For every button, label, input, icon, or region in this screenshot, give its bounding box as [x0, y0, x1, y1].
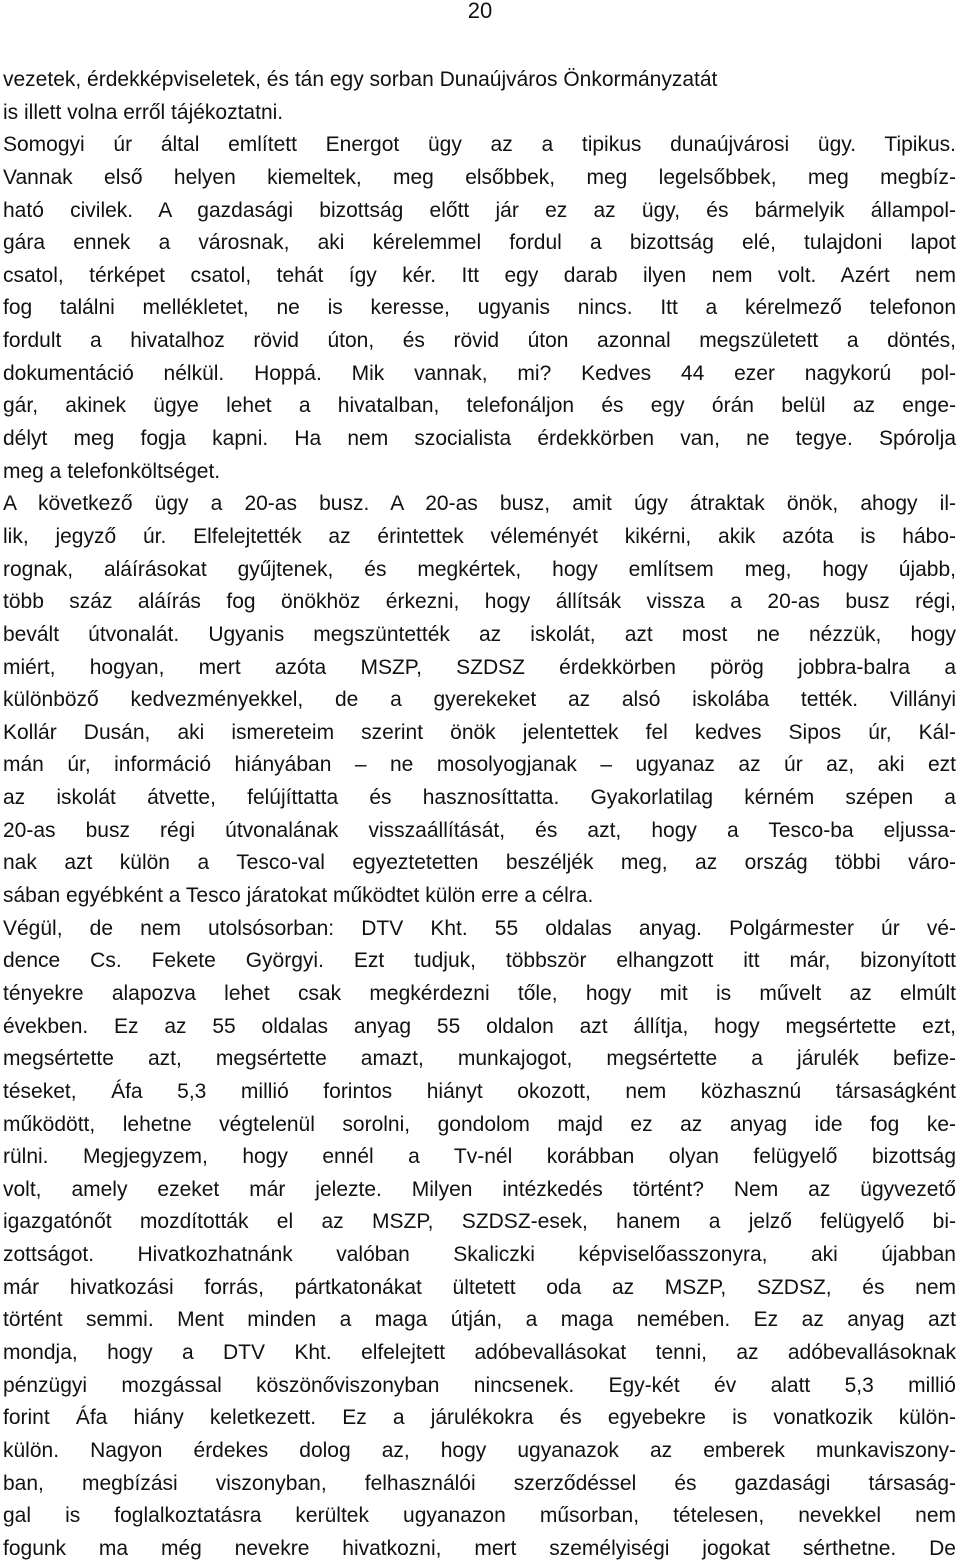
text-line: igazgatónőt mozdították el az MSZP, SZDSZ-esek, hanem a jelző felügyelő bi- [3, 1210, 956, 1234]
text-line: rognak, aláírásokat gyűjtenek, és megkértek, hogy említsem meg, hogy újabb, [3, 557, 956, 581]
text-line: fordult a hivatalhoz rövid úton, és rövid úton azonnal megszületett a döntés, [3, 329, 956, 353]
text-line: megsértette azt, megsértette amazt, munkajogot, megsértette a járulék befize- [3, 1047, 956, 1071]
text-line: történt semmi. Ment minden a maga útján, a maga nemében. Ez az anyag azt [3, 1308, 956, 1332]
text-line: Somogyi úr által említett Energot ügy az a tipikus dunaújvárosi ügy. Tipikus. [3, 133, 956, 157]
text-line: rülni. Megjegyzem, hogy ennél a Tv-nél korábban olyan felügyelő bizottság [3, 1145, 956, 1169]
text-line: sában egyébként a Tesco járatokat működtet külön erre a célra. [3, 884, 594, 908]
text-line: délyt meg fogja kapni. Ha nem szocialista érdekkörben van, ne tegye. Spórolja [3, 427, 956, 451]
text-line: meg a telefonköltséget. [3, 459, 221, 483]
text-line: már hivatkozási forrás, pártkatonákat ültetett oda az MSZP, SZDSZ, és nem [3, 1275, 956, 1299]
text-line: gára ennek a városnak, aki kérelemmel fordul a bizottság elé, tulajdoni lapot [3, 231, 956, 255]
text-line: forint Áfa hiány keletkezett. Ez a járulékokra és egyebekre is vonatkozik külön- [3, 1406, 956, 1430]
text-line: lik, jegyző úr. Elfelejtették az érintettek véleményét kikérni, akik azóta is hábo- [3, 524, 956, 548]
text-line: külön. Nagyon érdekes dolog az, hogy ugyanazok az emberek munkaviszony- [3, 1438, 956, 1462]
text-line: bevált útvonalát. Ugyanis megszüntették az iskolát, azt most ne nézzük, hogy [3, 622, 956, 646]
text-line: működött, lehetne végtelenül sorolni, gondolom majd ez az anyag ide fog ke- [3, 1112, 956, 1136]
text-line: miért, hogyan, mert azóta MSZP, SZDSZ érdekkörben pörög jobbra-balra a [3, 655, 956, 679]
page-number: 20 [467, 0, 493, 23]
text-line: mán úr, információ hiányában – ne mosolyogjanak – ugyanaz az úr az, aki ezt [3, 753, 956, 777]
text-line: években. Ez az 55 oldalas anyag 55 oldalon azt állítja, hogy megsértette ezt, [3, 1014, 956, 1038]
text-line: nak azt külön a Tesco-val egyeztetetten beszéljék meg, az ország többi váro- [3, 851, 956, 875]
text-line: A következő ügy a 20-as busz. A 20-as busz, amit úgy átraktak önök, ahogy il- [3, 492, 956, 516]
text-line: vezetek, érdekképviseletek, és tán egy sorban Dunaújváros Önkormányzatát [3, 68, 718, 91]
text-line: dence Cs. Fekete Györgyi. Ezt tudjuk, többször elhangzott itt már, bizonyított [3, 949, 956, 973]
text-line: fogunk ma még nevekre hivatkozni, mert személyiségi jogokat sérthetne. De [3, 1536, 956, 1560]
text-line: ható civilek. A gazdasági bizottság előtt jár ez az ügy, és bármelyik állampol- [3, 198, 956, 222]
text-line: az iskolát átvette, felújíttatta és hasznosíttatta. Gyakorlatilag kérném szépen a [3, 786, 956, 810]
text-line: fog találni mellékletet, ne is keresse, ugyanis nincs. Itt a kérelmező telefonon [3, 296, 956, 320]
text-line: csatol, térképet csatol, tehát így kér. Itt egy darab ilyen nem volt. Azért nem [3, 263, 956, 287]
text-line: pénzügyi mozgással köszönőviszonyban nincsenek. Egy-két év alatt 5,3 millió [3, 1373, 956, 1397]
text-line: dokumentáció nélkül. Hoppá. Mik vannak, mi? Kedves 44 ezer nagykorú pol- [3, 361, 956, 385]
text-line: volt, amely ezeket már jelezte. Milyen intézkedés történt? Nem az ügyvezető [3, 1177, 956, 1201]
text-line: zottságot. Hivatkozhatnánk valóban Skaliczki képviselőasszonyra, aki újabban [3, 1243, 956, 1267]
text-line: tényekre alapozva lehet csak megkérdezni tőle, hogy mit is művelt az elmúlt [3, 981, 956, 1005]
text-line: téseket, Áfa 5,3 millió forintos hiányt okozott, nem közhasznú társaságként [3, 1079, 956, 1103]
text-line: több száz aláírás fog önökhöz érkezni, hogy állítsák vissza a 20-as busz régi, [3, 590, 956, 614]
text-line: gár, akinek ügye lehet a hivatalban, telefonáljon és egy órán belül az enge- [3, 394, 956, 418]
text-line: Végül, de nem utolsósorban: DTV Kht. 55 oldalas anyag. Polgármester úr vé- [3, 916, 956, 940]
text-line: különböző kedvezményekkel, de a gyerekeket az alsó iskolába tették. Villányi [3, 688, 956, 712]
document-body [3, 64, 956, 1565]
text-line: 20-as busz régi útvonalának visszaállítását, és azt, hogy a Tesco-ba eljussa- [3, 818, 956, 842]
text-line: Kollár Dusán, aki ismereteim szerint önök jelentettek fel kedves Sipos úr, Kál- [3, 720, 956, 744]
text-line: ban, megbízási viszonyban, felhasználói szerződéssel és gazdasági társaság- [3, 1471, 956, 1495]
text-line: Vannak első helyen kiemeltek, meg elsőbbek, meg legelsőbbek, meg megbíz- [3, 165, 956, 189]
text-line: mondja, hogy a DTV Kht. elfelejtett adóbevallásokat tenni, az adóbevallásoknak [3, 1340, 956, 1364]
text-line: is illett volna erről tájékoztatni. [3, 100, 284, 124]
text-line: gal is foglalkoztatásra kerültek ugyanazon műsorban, tételesen, nevekkel nem [3, 1504, 956, 1528]
